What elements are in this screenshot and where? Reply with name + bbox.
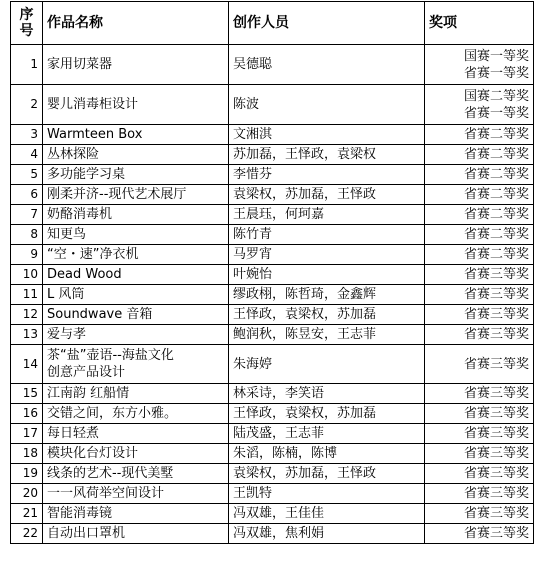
work-title [43, 165, 229, 185]
table-row [11, 165, 534, 185]
work-title [43, 504, 229, 524]
award [425, 464, 534, 484]
header-number [11, 2, 43, 45]
award-line: 省赛二等奖 [463, 207, 529, 222]
creators: 朱海婷 [229, 345, 425, 384]
row-number: 18 [11, 444, 43, 464]
award-line: 省赛三等奖 [463, 287, 529, 302]
row-number: 22 [11, 524, 43, 544]
row-number: 7 [11, 205, 43, 225]
award [425, 125, 534, 145]
award-line: 省赛三等奖 [463, 327, 529, 342]
header-title: 作品名称 [43, 2, 229, 45]
award-line: 省赛三等奖 [463, 267, 529, 282]
row-number: 17 [11, 424, 43, 444]
work-title-text: Warmteen Box [47, 127, 143, 142]
table-row [11, 305, 534, 325]
table-row [11, 245, 534, 265]
award-line: 省赛三等奖 [463, 386, 529, 401]
creators: 朱滔，陈楠，陈博 [229, 444, 425, 464]
table-row [11, 205, 534, 225]
work-title [43, 444, 229, 464]
work-title [43, 345, 229, 384]
row-number: 10 [11, 265, 43, 285]
work-title-text: 家用切菜器 [47, 57, 113, 72]
award-line: 省赛三等奖 [463, 486, 529, 501]
work-title [43, 245, 229, 265]
award-line: 省赛三等奖 [463, 506, 529, 521]
table-row [11, 285, 534, 305]
row-number: 13 [11, 325, 43, 345]
award-line: 省赛三等奖 [463, 356, 529, 372]
work-title [43, 524, 229, 544]
work-title [43, 285, 229, 305]
table-row [11, 45, 534, 85]
award-line: 省赛二等奖 [463, 147, 529, 162]
creators: 冯双雄，焦利娟 [229, 524, 425, 544]
creators: 王凯特 [229, 484, 425, 504]
award [425, 285, 534, 305]
work-title [43, 145, 229, 165]
creators: 马罗宵 [229, 245, 425, 265]
award [425, 325, 534, 345]
table-row [11, 444, 534, 464]
work-title-text: 多功能学习桌 [47, 167, 126, 182]
award-line: 国赛一等奖 [463, 48, 529, 64]
award-line: 省赛一等奖 [463, 105, 529, 121]
row-number: 6 [11, 185, 43, 205]
table-row [11, 464, 534, 484]
work-title [43, 225, 229, 245]
creators: 林采诗，李笑语 [229, 384, 425, 404]
table-row [11, 504, 534, 524]
table-row [11, 325, 534, 345]
award-line: 省赛三等奖 [463, 406, 529, 421]
work-title [43, 185, 229, 205]
row-number: 4 [11, 145, 43, 165]
row-number: 14 [11, 345, 43, 384]
work-title-text: 丛林探险 [47, 147, 100, 162]
work-title [43, 125, 229, 145]
awards-table [10, 1, 534, 544]
work-title-text: 刚柔并济--现代艺术展厅 [47, 187, 187, 202]
work-title-text: 每日轻煮 [47, 426, 100, 441]
award [425, 484, 534, 504]
award-line: 省赛二等奖 [463, 167, 529, 182]
award [425, 145, 534, 165]
award-line: 省赛二等奖 [463, 227, 529, 242]
work-title [43, 265, 229, 285]
table-row [11, 384, 534, 404]
work-title-text: 线条的艺术--现代美墅 [47, 466, 174, 481]
award-line: 省赛二等奖 [463, 127, 529, 142]
work-title-line: 茶“盐”壶语--海盐文化 [47, 348, 174, 363]
row-number: 5 [11, 165, 43, 185]
header-authors: 创作人员 [229, 2, 425, 45]
table-row [11, 484, 534, 504]
award [425, 384, 534, 404]
award [425, 504, 534, 524]
row-number: 8 [11, 225, 43, 245]
award [425, 45, 534, 85]
award-line: 省赛一等奖 [463, 65, 529, 81]
table-row [11, 404, 534, 424]
creators: 袁梁权，苏加磊，王怿政 [229, 185, 425, 205]
work-title [43, 325, 229, 345]
creators: 文湘淇 [229, 125, 425, 145]
row-number: 12 [11, 305, 43, 325]
award-line: 省赛三等奖 [463, 466, 529, 481]
award [425, 205, 534, 225]
award [425, 85, 534, 125]
row-number: 11 [11, 285, 43, 305]
award-line: 省赛三等奖 [463, 526, 529, 541]
work-title [43, 464, 229, 484]
creators: 袁梁权，苏加磊，王怿政 [229, 464, 425, 484]
work-title [43, 305, 229, 325]
award [425, 424, 534, 444]
table-row [11, 125, 534, 145]
work-title [43, 205, 229, 225]
award-line: 国赛二等奖 [463, 88, 529, 104]
header-award: 奖项 [425, 2, 534, 45]
work-title [43, 424, 229, 444]
work-title-text: Dead Wood [47, 267, 122, 282]
work-title-text: 江南韵 红船情 [47, 386, 130, 401]
row-number: 21 [11, 504, 43, 524]
table-body [11, 45, 534, 544]
row-number: 16 [11, 404, 43, 424]
creators: 陈竹青 [229, 225, 425, 245]
work-title-text: 一一风荷举空间设计 [47, 486, 165, 501]
award-line: 省赛三等奖 [463, 307, 529, 322]
award [425, 165, 534, 185]
table-row [11, 424, 534, 444]
row-number: 9 [11, 245, 43, 265]
creators: 鲍润秋，陈昱安，王志菲 [229, 325, 425, 345]
row-number: 1 [11, 45, 43, 85]
award [425, 345, 534, 384]
award [425, 185, 534, 205]
work-title-text: 婴儿消毒柜设计 [47, 97, 139, 112]
creators: 缪政栩，陈哲琦，金鑫辉 [229, 285, 425, 305]
award [425, 404, 534, 424]
work-title-line: 创意产品设计 [47, 365, 126, 380]
row-number: 3 [11, 125, 43, 145]
work-title-text: 自动出口罩机 [47, 526, 126, 541]
work-title [43, 85, 229, 125]
award [425, 225, 534, 245]
award [425, 305, 534, 325]
creators: 李惜芬 [229, 165, 425, 185]
work-title-text: 交错之间，东方小雅。 [47, 406, 178, 421]
row-number: 19 [11, 464, 43, 484]
award [425, 245, 534, 265]
table-row [11, 85, 534, 125]
work-title-text: 爱与孝 [47, 327, 87, 342]
table-row [11, 145, 534, 165]
table-row [11, 225, 534, 245]
work-title-text: 知更鸟 [47, 227, 87, 242]
work-title [43, 45, 229, 85]
creators: 王怿政，袁梁权，苏加磊 [229, 404, 425, 424]
award [425, 524, 534, 544]
creators: 陈波 [229, 85, 425, 125]
work-title-text: 智能消毒镜 [47, 506, 113, 521]
header-number-top: 序 [19, 7, 34, 23]
work-title-text: 模块化台灯设计 [47, 446, 139, 461]
creators: 苏加磊，王怿政，袁梁权 [229, 145, 425, 165]
work-title [43, 384, 229, 404]
award [425, 444, 534, 464]
work-title-text: “空・速”净衣机 [47, 247, 139, 262]
creators: 吴德聪 [229, 45, 425, 85]
creators: 冯双雄，王佳佳 [229, 504, 425, 524]
work-title [43, 484, 229, 504]
work-title-text: 奶酪消毒机 [47, 207, 113, 222]
creators: 王晨珏，何珂嘉 [229, 205, 425, 225]
header-row [11, 2, 534, 45]
award-line: 省赛三等奖 [463, 446, 529, 461]
work-title-text: Soundwave 音箱 [47, 307, 153, 322]
creators: 王怿政，袁梁权，苏加磊 [229, 305, 425, 325]
row-number: 15 [11, 384, 43, 404]
award-line: 省赛二等奖 [463, 247, 529, 262]
creators: 陆茂盛，王志菲 [229, 424, 425, 444]
row-number: 20 [11, 484, 43, 504]
table-row [11, 524, 534, 544]
table-row [11, 345, 534, 384]
table-row [11, 185, 534, 205]
work-title [43, 404, 229, 424]
creators: 叶婉怡 [229, 265, 425, 285]
award [425, 265, 534, 285]
row-number: 2 [11, 85, 43, 125]
award-line: 省赛三等奖 [463, 426, 529, 441]
header-number-bottom: 号 [19, 23, 34, 39]
work-title-text: L 风筒 [47, 287, 85, 302]
table-row [11, 265, 534, 285]
award-line: 省赛二等奖 [463, 187, 529, 202]
